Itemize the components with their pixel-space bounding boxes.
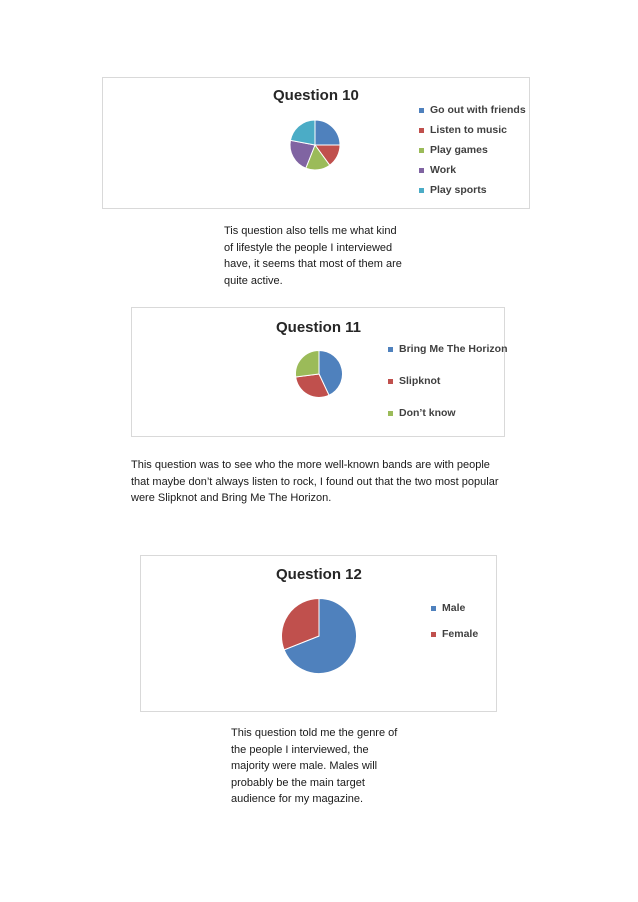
- paragraph-gender: This question told me the genre of the people I interviewed, the majority were male. Males will probably be the main target audience for my magazine.: [231, 727, 398, 805]
- legend-label: Play games: [430, 144, 488, 156]
- legend-item-go-out-with-friends: [419, 104, 526, 116]
- chart-title: Question 11: [276, 319, 362, 336]
- legend-swatch: [388, 347, 393, 352]
- legend-label: Male: [442, 602, 466, 614]
- chart-question-11: [131, 307, 508, 437]
- chart-question-10: [102, 77, 530, 209]
- legend-swatch: [388, 411, 393, 416]
- legend-label: Listen to music: [430, 124, 508, 136]
- legend-swatch: [431, 606, 436, 611]
- pie-slice-play-sports: [290, 120, 315, 145]
- legend-label: Female: [442, 628, 479, 640]
- legend-swatch: [419, 108, 424, 113]
- chart-question-12: [140, 555, 497, 712]
- legend-swatch: [388, 379, 393, 384]
- legend-item-slipknot: [388, 375, 440, 387]
- legend-swatch: [419, 188, 424, 193]
- legend-label: Go out with friends: [430, 104, 526, 116]
- paragraph-bands: This question was to see who the more well-known bands are with people that maybe don’t always listen to rock, I found out that the two most popular were Slipknot and Bring Me The Horizon.: [131, 459, 499, 504]
- legend-label: Slipknot: [399, 375, 441, 387]
- legend-label: Work: [430, 164, 457, 176]
- legend-item-listen-to-music: [419, 124, 507, 136]
- legend-item-don-t-know: [388, 407, 456, 419]
- legend-swatch: [419, 148, 424, 153]
- legend-item-work: [419, 164, 456, 176]
- chart-title: Question 10: [273, 87, 359, 104]
- pie-slice-don-t-know: [296, 351, 320, 377]
- legend-item-bring-me-the-horizon: [388, 343, 508, 355]
- pie-slice-go-out-with-friends: [315, 120, 340, 145]
- legend-label: Bring Me The Horizon: [399, 343, 508, 355]
- legend-swatch: [419, 128, 424, 133]
- legend-swatch: [419, 168, 424, 173]
- paragraph-lifestyle: Tis question also tells me what kind of lifestyle the people I interviewed have, it seems that most of them are quite active.: [224, 225, 402, 287]
- legend-item-male: [431, 602, 465, 614]
- legend-item-play-games: [419, 144, 488, 156]
- legend-item-play-sports: [419, 184, 487, 196]
- legend-label: Don’t know: [399, 407, 456, 419]
- legend-swatch: [431, 632, 436, 637]
- legend-item-female: [431, 628, 478, 640]
- legend-label: Play sports: [430, 184, 487, 196]
- chart-title: Question 12: [276, 566, 362, 583]
